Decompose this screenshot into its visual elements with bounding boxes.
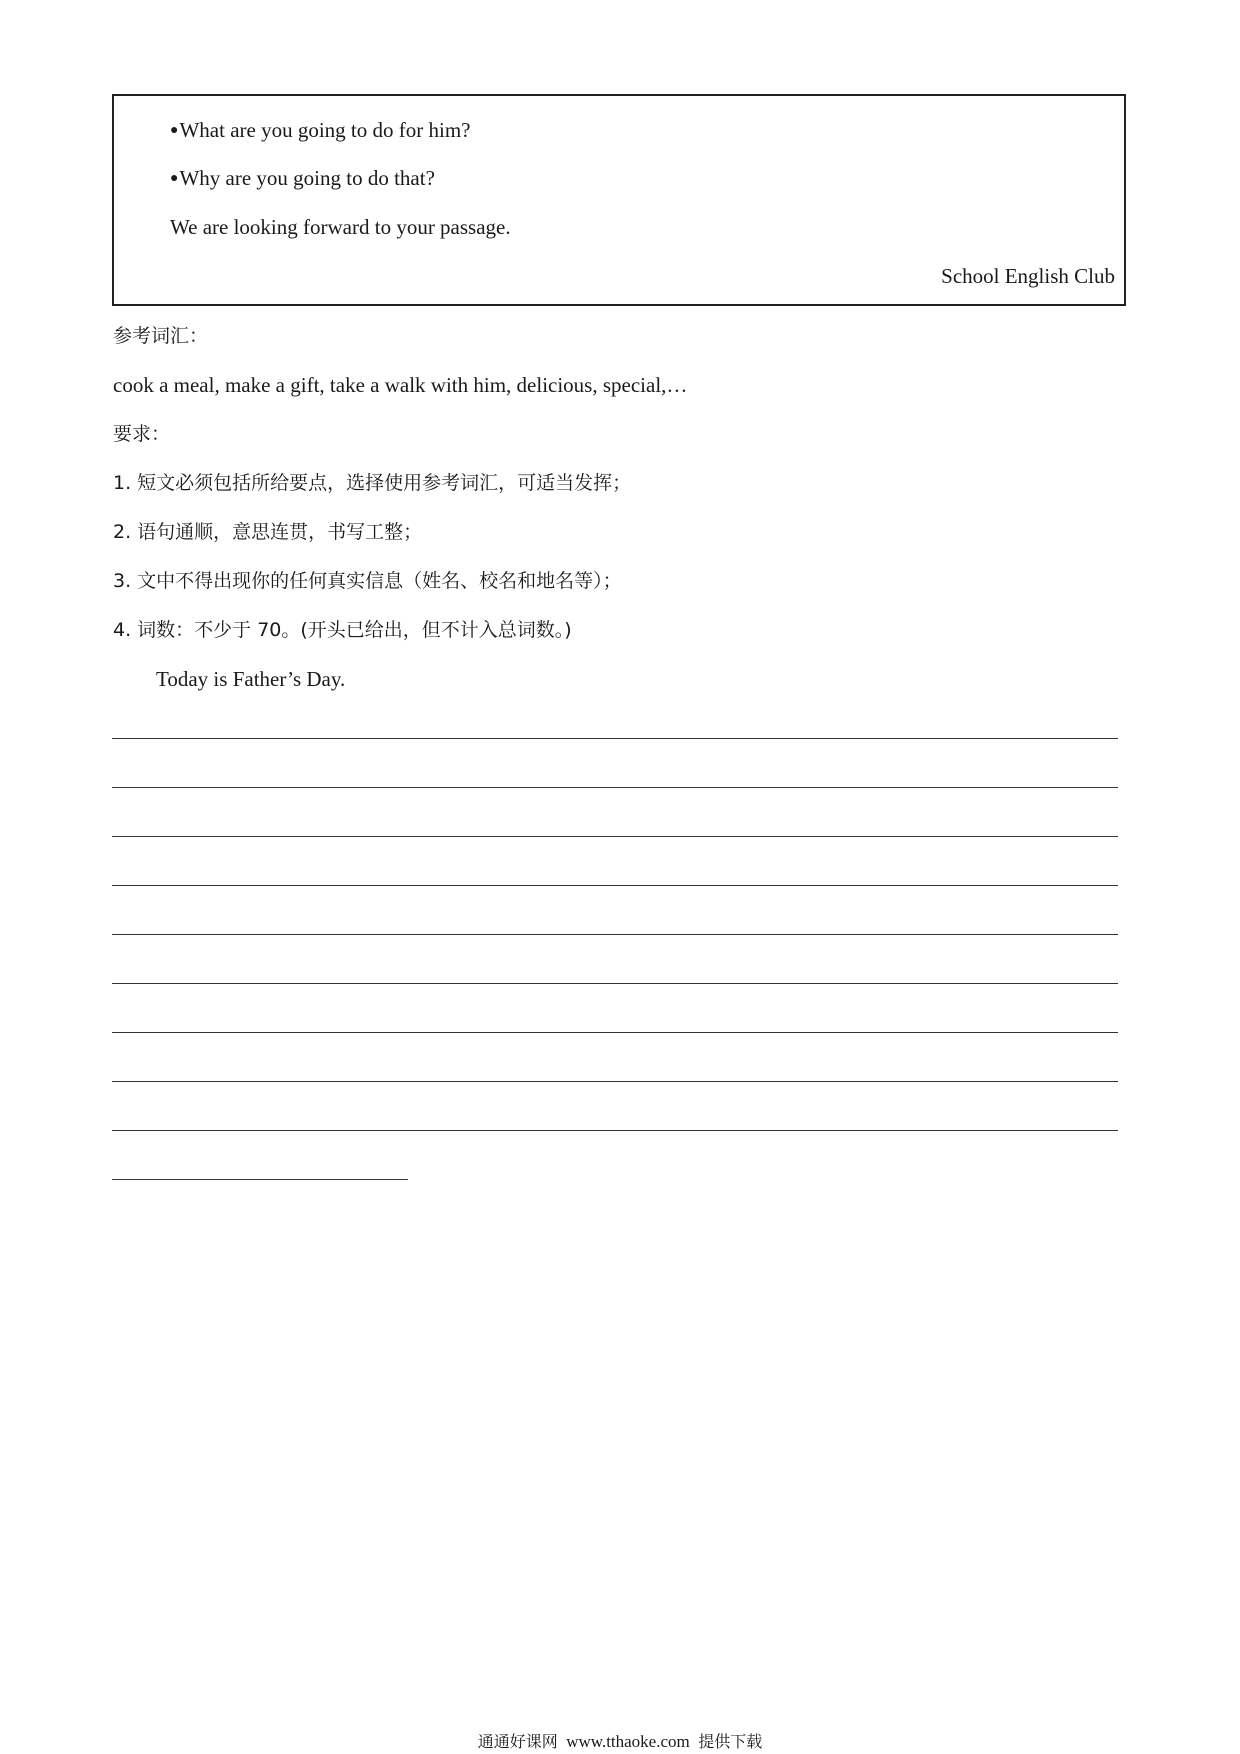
writing-line bbox=[112, 885, 1118, 886]
notice-question-1: ●What are you going to do for him? bbox=[170, 118, 471, 142]
writing-line bbox=[112, 738, 1118, 739]
footer-site-name: 通通好课网 bbox=[477, 1732, 558, 1751]
requirement-item-4: 4. 词数：不少于 70。(开头已给出，但不计入总词数。) bbox=[113, 619, 572, 641]
writing-line bbox=[112, 934, 1118, 935]
writing-line bbox=[112, 1081, 1118, 1082]
writing-opening-sentence: Today is Father’s Day. bbox=[156, 667, 346, 691]
vocabulary-heading: 参考词汇： bbox=[113, 325, 209, 347]
notice-signature: School English Club bbox=[941, 264, 1115, 288]
writing-line bbox=[112, 836, 1118, 837]
writing-line-short bbox=[112, 1179, 408, 1180]
writing-line bbox=[112, 787, 1118, 788]
page-footer bbox=[0, 1729, 1240, 1752]
notice-closing: We are looking forward to your passage. bbox=[170, 215, 511, 239]
bullet-icon: ● bbox=[170, 123, 179, 138]
bullet-icon: ● bbox=[170, 171, 179, 186]
requirement-item-2: 2. 语句通顺，意思连贯，书写工整； bbox=[113, 521, 423, 543]
requirement-item-3: 3. 文中不得出现你的任何真实信息（姓名、校名和地名等）； bbox=[113, 570, 622, 592]
requirement-item-1: 1. 短文必须包括所给要点，选择使用参考词汇，可适当发挥； bbox=[113, 472, 632, 494]
requirements-heading: 要求： bbox=[113, 423, 171, 445]
notice-question-2: ●Why are you going to do that? bbox=[170, 166, 435, 190]
writing-line bbox=[112, 1130, 1118, 1131]
vocabulary-words: cook a meal, make a gift, take a walk with him, delicious, special,… bbox=[113, 373, 688, 397]
writing-line bbox=[112, 1032, 1118, 1033]
footer-url[interactable]: www.tthaoke.com bbox=[566, 1732, 690, 1751]
writing-line bbox=[112, 983, 1118, 984]
footer-suffix: 提供下载 bbox=[698, 1732, 763, 1751]
